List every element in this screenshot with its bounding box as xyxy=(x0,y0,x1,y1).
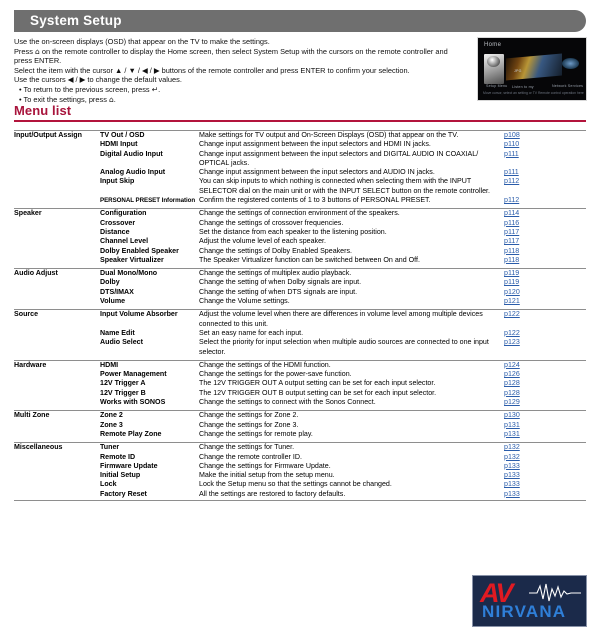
menu-page-cell xyxy=(504,256,586,265)
table-row xyxy=(14,430,586,439)
table-row xyxy=(14,228,586,237)
menu-category-cell xyxy=(14,219,100,228)
menu-item-cell xyxy=(100,398,199,407)
menu-category-cell xyxy=(14,490,100,499)
menu-category-cell: Source xyxy=(14,310,100,329)
menu-item-label: Zone 2 xyxy=(100,411,123,420)
menu-page-cell xyxy=(504,228,586,237)
menu-category-cell: Multi Zone xyxy=(14,411,100,421)
menu-item-label: Power Management xyxy=(100,370,167,379)
menu-description-cell: Change the settings for remote play. xyxy=(199,429,313,438)
page-reference-link[interactable]: p133 xyxy=(504,489,520,498)
page-reference-link[interactable]: p122 xyxy=(504,328,520,337)
menu-item-cell xyxy=(100,338,199,357)
menu-description-cell: Change the setting of when DTS signals are input. xyxy=(199,287,358,296)
menu-list-table xyxy=(14,130,586,502)
menu-page-cell xyxy=(504,177,586,196)
menu-item-cell xyxy=(100,269,199,279)
page-reference-link[interactable]: p119 xyxy=(504,269,520,278)
page-reference-link[interactable]: p128 xyxy=(504,379,520,388)
menu-list-rule xyxy=(14,120,586,122)
page-title: System Setup xyxy=(30,13,122,28)
menu-category-cell xyxy=(14,288,100,297)
table-row xyxy=(14,177,586,196)
menu-page-cell xyxy=(504,288,586,297)
menu-item-cell xyxy=(100,490,199,499)
menu-page-cell xyxy=(504,471,586,480)
menu-item-cell xyxy=(100,462,199,471)
menu-item-label: HDMI Input xyxy=(100,140,138,149)
menu-description-cell: Change the settings of connection environment of the speakers. xyxy=(199,209,504,219)
table-row xyxy=(14,471,586,480)
menu-page-cell xyxy=(504,480,586,489)
menu-page-cell xyxy=(504,237,586,246)
menu-item-cell xyxy=(100,228,199,237)
table-row xyxy=(14,379,586,388)
menu-category-cell xyxy=(14,379,100,388)
menu-category-cell xyxy=(14,196,100,205)
menu-list-heading: Menu list xyxy=(14,103,72,118)
table-row xyxy=(14,150,586,169)
menu-page-cell xyxy=(504,269,586,279)
table-row xyxy=(14,209,586,219)
menu-item-cell xyxy=(100,196,199,205)
tv-home-screen-thumbnail xyxy=(477,37,587,101)
intro-bullet-1 xyxy=(14,85,466,95)
home-glyph-icon: ⌂ xyxy=(34,46,40,56)
page-reference-link[interactable]: p112 xyxy=(504,177,520,186)
table-row xyxy=(14,247,586,256)
menu-item-label: Digital Audio Input xyxy=(100,149,163,158)
menu-description-cell: The 12V TRIGGER OUT B output setting can be set for each input selector. xyxy=(199,388,437,397)
menu-item-cell xyxy=(100,150,199,169)
table-row xyxy=(14,196,586,205)
intro-bullet-2-suffix: . xyxy=(113,94,116,104)
menu-item-label: Volume xyxy=(100,297,126,306)
menu-description-cell: The Speaker Virtualizer function can be switched between On and Off. xyxy=(199,255,420,264)
intro-bullet-2 xyxy=(14,95,466,105)
menu-page-cell xyxy=(504,430,586,439)
table-row xyxy=(14,329,586,338)
waveform-icon xyxy=(529,581,581,603)
menu-item-cell xyxy=(100,219,199,228)
menu-page-cell xyxy=(504,411,586,421)
intro-line-3: Select the item with the cursor ▲ / ▼ / ◀ / ▶ buttons of the remote controller and press ENTER to confirm your selection. xyxy=(14,65,410,75)
menu-item-label: Lock xyxy=(100,480,117,489)
menu-item-label: Input Skip xyxy=(100,177,135,186)
menu-item-cell xyxy=(100,310,199,329)
menu-page-cell xyxy=(504,443,586,453)
page-reference-link[interactable]: p132 xyxy=(504,452,520,461)
menu-item-label: Distance xyxy=(100,227,130,236)
menu-page-cell xyxy=(504,247,586,256)
table-row xyxy=(14,168,586,177)
menu-item-label: TV Out / OSD xyxy=(100,131,145,139)
menu-item-label: Channel Level xyxy=(100,237,149,246)
home-glyph-icon-2: ⌂ xyxy=(108,94,114,104)
menu-item-label: Input Volume Absorber xyxy=(100,310,178,319)
tv-caption: Move cursor, select an setting or TV Remote control operation here xyxy=(483,91,584,95)
menu-item-cell xyxy=(100,131,199,141)
menu-category-cell xyxy=(14,177,100,196)
menu-item-cell xyxy=(100,480,199,489)
intro-line-4: Use the cursors ◀ / ▶ to change the default values. xyxy=(14,75,182,85)
intro-line-1: Use the on-screen displays (OSD) that appear on the TV to make the settings. xyxy=(14,37,270,46)
menu-item-cell xyxy=(100,329,199,338)
menu-item-cell xyxy=(100,453,199,462)
table-row xyxy=(14,480,586,489)
menu-description-cell: Change input assignment between the input selectors and AUDIO IN jacks. xyxy=(199,168,435,177)
menu-page-cell xyxy=(504,360,586,370)
menu-category-cell xyxy=(14,256,100,265)
menu-category-cell: Hardware xyxy=(14,360,100,370)
menu-page-cell xyxy=(504,219,586,228)
menu-page-cell xyxy=(504,310,586,329)
menu-category-cell: Speaker xyxy=(14,209,100,219)
menu-category-cell xyxy=(14,297,100,306)
table-row xyxy=(14,360,586,370)
tv-item-left-label: Setup Menu xyxy=(486,84,508,88)
menu-page-cell xyxy=(504,140,586,149)
menu-category-cell xyxy=(14,398,100,407)
menu-category-cell xyxy=(14,237,100,246)
menu-category-cell xyxy=(14,338,100,357)
menu-description-cell: Change the settings for Zone 2. xyxy=(199,411,504,421)
table-row xyxy=(14,219,586,228)
table-row xyxy=(14,256,586,265)
menu-description-cell: Make the initial setup from the setup menu. xyxy=(199,471,335,480)
menu-page-cell xyxy=(504,398,586,407)
menu-item-label: Speaker Virtualizer xyxy=(100,255,164,264)
menu-category-cell xyxy=(14,140,100,149)
page-reference-link[interactable]: p119 xyxy=(504,278,520,287)
page-header-bar xyxy=(14,10,586,32)
menu-item-cell xyxy=(100,288,199,297)
menu-item-label: Tuner xyxy=(100,443,120,452)
menu-item-cell xyxy=(100,370,199,379)
menu-category-cell: Audio Adjust xyxy=(14,269,100,279)
menu-page-cell xyxy=(504,196,586,205)
page-reference-link[interactable]: p112 xyxy=(504,196,520,205)
tv-badge-label: JPG xyxy=(514,69,522,73)
table-row xyxy=(14,131,586,141)
menu-page-cell xyxy=(504,278,586,287)
page-reference-link[interactable]: p118 xyxy=(504,246,520,255)
return-arrow-icon: ↵ xyxy=(151,84,159,94)
menu-item-cell xyxy=(100,379,199,388)
menu-description-cell: Change the settings of crossover frequencies. xyxy=(199,218,344,227)
menu-item-label: 12V Trigger A xyxy=(100,379,146,388)
tv-item-center-label: Listen to my xyxy=(512,85,534,89)
table-row xyxy=(14,453,586,462)
intro-bullet-2-prefix: • To exit the settings, press xyxy=(19,94,107,104)
menu-category-cell xyxy=(14,421,100,430)
page-reference-link[interactable]: p114 xyxy=(504,209,520,218)
menu-page-cell xyxy=(504,490,586,499)
menu-description-cell: Adjust the volume level when there are differences in volume level among multiple devices connected to this unit. xyxy=(199,310,504,329)
menu-page-cell xyxy=(504,421,586,430)
menu-category-cell xyxy=(14,471,100,480)
menu-description-cell: Change input assignment between the input selectors and HDMI IN jacks. xyxy=(199,140,431,149)
menu-description-cell: Change the settings for Tuner. xyxy=(199,443,504,453)
menu-category-cell xyxy=(14,329,100,338)
menu-item-cell xyxy=(100,256,199,265)
tv-network-icon xyxy=(562,58,579,69)
page-reference-link[interactable]: p111 xyxy=(504,149,519,158)
intro-line-2-prefix: Press xyxy=(14,46,33,56)
menu-item-cell xyxy=(100,389,199,398)
intro-bullet-1-suffix: . xyxy=(158,84,161,94)
menu-item-label: Analog Audio Input xyxy=(100,168,166,177)
page-reference-link[interactable]: p122 xyxy=(504,310,520,319)
menu-item-label: Zone 3 xyxy=(100,420,123,429)
menu-description-cell: Change the settings for Zone 3. xyxy=(199,420,299,429)
av-nirvana-logo xyxy=(472,575,587,627)
menu-description-cell: Change the settings of Dolby Enabled Speakers. xyxy=(199,246,353,255)
page-reference-link[interactable]: p111 xyxy=(504,168,519,177)
table-row xyxy=(14,443,586,453)
menu-page-cell xyxy=(504,462,586,471)
menu-item-label: Dolby xyxy=(100,278,120,287)
menu-description-cell: Change the settings of multiplex audio playback. xyxy=(199,269,504,279)
tv-item-right-label: Network Services xyxy=(552,84,584,88)
menu-item-cell xyxy=(100,168,199,177)
menu-category-cell xyxy=(14,453,100,462)
menu-item-cell xyxy=(100,237,199,246)
menu-item-label: Configuration xyxy=(100,209,147,218)
tv-screen-label: Home xyxy=(484,42,502,48)
page-reference-link[interactable]: p121 xyxy=(504,297,520,306)
page-reference-link[interactable]: p130 xyxy=(504,411,520,420)
table-row xyxy=(14,398,586,407)
page-reference-link[interactable]: p117 xyxy=(504,237,520,246)
menu-page-cell xyxy=(504,131,586,141)
page-reference-link[interactable]: p120 xyxy=(504,287,520,296)
menu-description-cell: Change the settings for the power-save function. xyxy=(199,370,352,379)
page-reference-link[interactable]: p131 xyxy=(504,429,520,438)
menu-item-cell xyxy=(100,421,199,430)
menu-item-label: Dual Mono/Mono xyxy=(100,269,158,278)
menu-item-cell xyxy=(100,411,199,421)
table-row xyxy=(14,237,586,246)
table-row xyxy=(14,269,586,279)
menu-page-cell xyxy=(504,150,586,169)
table-row xyxy=(14,140,586,149)
page-reference-link[interactable]: p133 xyxy=(504,480,520,489)
menu-category-cell xyxy=(14,370,100,379)
menu-item-cell xyxy=(100,443,199,453)
table-row xyxy=(14,288,586,297)
menu-description-cell: Change the remote controller ID. xyxy=(199,452,302,461)
menu-description-cell: Set the distance from each speaker to the listening position. xyxy=(199,227,387,236)
menu-item-label: 12V Trigger B xyxy=(100,388,146,397)
table-bottom-rule xyxy=(14,500,586,501)
menu-description-cell: The 12V TRIGGER OUT A output setting can be set for each input selector. xyxy=(199,379,436,388)
menu-item-label: Dolby Enabled Speaker xyxy=(100,246,179,255)
menu-page-cell xyxy=(504,338,586,357)
menu-item-label: Remote ID xyxy=(100,452,136,461)
logo-av-text: AV xyxy=(480,578,512,608)
menu-item-label: DTS/IMAX xyxy=(100,287,134,296)
menu-category-cell xyxy=(14,278,100,287)
page-reference-link[interactable]: p110 xyxy=(504,140,520,149)
menu-page-cell xyxy=(504,370,586,379)
menu-description-cell: Set an easy name for each input. xyxy=(199,328,304,337)
menu-category-cell xyxy=(14,150,100,169)
table-row xyxy=(14,389,586,398)
page-reference-link[interactable]: p117 xyxy=(504,227,520,236)
menu-category-cell xyxy=(14,168,100,177)
menu-item-label: Initial Setup xyxy=(100,471,141,480)
menu-page-cell xyxy=(504,329,586,338)
logo-nirvana-text: NIRVANA xyxy=(482,602,567,621)
intro-line-2-suffix: on the remote controller to display the Home screen, then select System Setup with the cursors on the remote controller and press ENTER. xyxy=(14,46,448,66)
menu-description-cell: Change the setting of when Dolby signals are input. xyxy=(199,278,362,287)
page-reference-link[interactable]: p133 xyxy=(504,471,520,480)
table-row xyxy=(14,490,586,499)
menu-description-cell: Change the settings of the HDMI function. xyxy=(199,360,504,370)
page-reference-link[interactable]: p118 xyxy=(504,255,520,264)
menu-description-cell: You can skip inputs to which nothing is connected when selecting them with the INPUT SELECTOR dial on the main unit or with the INPUT SELECT button on the remote controller. xyxy=(199,177,490,195)
table-row xyxy=(14,297,586,306)
menu-item-label: Factory Reset xyxy=(100,489,147,498)
menu-item-cell xyxy=(100,140,199,149)
menu-category-cell: Input/Output Assign xyxy=(14,131,100,141)
tv-disc-icon xyxy=(487,56,500,67)
menu-category-cell xyxy=(14,247,100,256)
menu-page-cell xyxy=(504,168,586,177)
menu-description-cell: Change input assignment between the input selectors and DIGITAL AUDIO IN COAXIAL/ OPTICAL jacks. xyxy=(199,149,479,167)
menu-category-cell xyxy=(14,430,100,439)
page-reference-link[interactable]: p116 xyxy=(504,218,520,227)
menu-item-cell xyxy=(100,278,199,287)
menu-category-cell xyxy=(14,389,100,398)
page-reference-link[interactable]: p124 xyxy=(504,360,520,369)
menu-description-cell: Change the settings to connect with the Sonos Connect. xyxy=(199,398,376,407)
table-row xyxy=(14,421,586,430)
menu-item-cell xyxy=(100,471,199,480)
menu-description-cell: Make settings for TV output and On-Screen Displays (OSD) that appear on the TV. xyxy=(199,131,504,141)
menu-item-label: Works with SONOS xyxy=(100,398,166,407)
tv-media-panel xyxy=(506,54,562,81)
page-reference-link[interactable]: p108 xyxy=(504,131,520,139)
intro-bullet-1-prefix: • To return to the previous screen, press xyxy=(19,84,150,94)
menu-page-cell xyxy=(504,379,586,388)
menu-item-cell xyxy=(100,209,199,219)
menu-item-label: PERSONAL PRESET Information xyxy=(100,197,196,205)
menu-item-cell xyxy=(100,247,199,256)
menu-description-cell: Confirm the registered contents of 1 to 3 buttons of PERSONAL PRESET. xyxy=(199,196,431,205)
table-row xyxy=(14,370,586,379)
menu-item-label: Remote Play Zone xyxy=(100,429,162,438)
page-reference-link[interactable]: p123 xyxy=(504,338,520,347)
menu-page-cell xyxy=(504,389,586,398)
menu-description-cell: Select the priority for input selection when multiple audio sources are connected to one input selector. xyxy=(199,338,489,356)
menu-category-cell xyxy=(14,480,100,489)
menu-description-cell: Adjust the volume level of each speaker. xyxy=(199,237,326,246)
menu-page-cell xyxy=(504,209,586,219)
menu-description-cell: Change the settings for Firmware Update. xyxy=(199,461,331,470)
table-row xyxy=(14,338,586,357)
menu-item-cell xyxy=(100,297,199,306)
menu-description-cell: All the settings are restored to factory defaults. xyxy=(199,489,346,498)
menu-item-cell xyxy=(100,177,199,196)
menu-category-cell: Miscellaneous xyxy=(14,443,100,453)
table-row xyxy=(14,278,586,287)
table-row xyxy=(14,462,586,471)
menu-item-cell xyxy=(100,360,199,370)
table-row xyxy=(14,411,586,421)
page-reference-link[interactable]: p132 xyxy=(504,443,520,452)
intro-paragraph xyxy=(14,37,466,104)
page-reference-link[interactable]: p129 xyxy=(504,398,520,407)
menu-page-cell xyxy=(504,297,586,306)
menu-description-cell: Change the Volume settings. xyxy=(199,297,290,306)
menu-category-cell xyxy=(14,228,100,237)
menu-item-label: Name Edit xyxy=(100,328,135,337)
menu-item-cell xyxy=(100,430,199,439)
page-reference-link[interactable]: p128 xyxy=(504,388,520,397)
menu-item-label: Audio Select xyxy=(100,338,143,347)
page-reference-link[interactable]: p131 xyxy=(504,420,520,429)
intro-line-2 xyxy=(14,47,466,66)
menu-description-cell: Lock the Setup menu so that the settings cannot be changed. xyxy=(199,480,392,489)
page-reference-link[interactable]: p133 xyxy=(504,461,520,470)
menu-item-label: HDMI xyxy=(100,360,119,369)
menu-item-label: Firmware Update xyxy=(100,461,158,470)
menu-page-cell xyxy=(504,453,586,462)
menu-category-cell xyxy=(14,462,100,471)
page-reference-link[interactable]: p126 xyxy=(504,370,520,379)
table-row xyxy=(14,310,586,329)
menu-item-label: Crossover xyxy=(100,218,136,227)
